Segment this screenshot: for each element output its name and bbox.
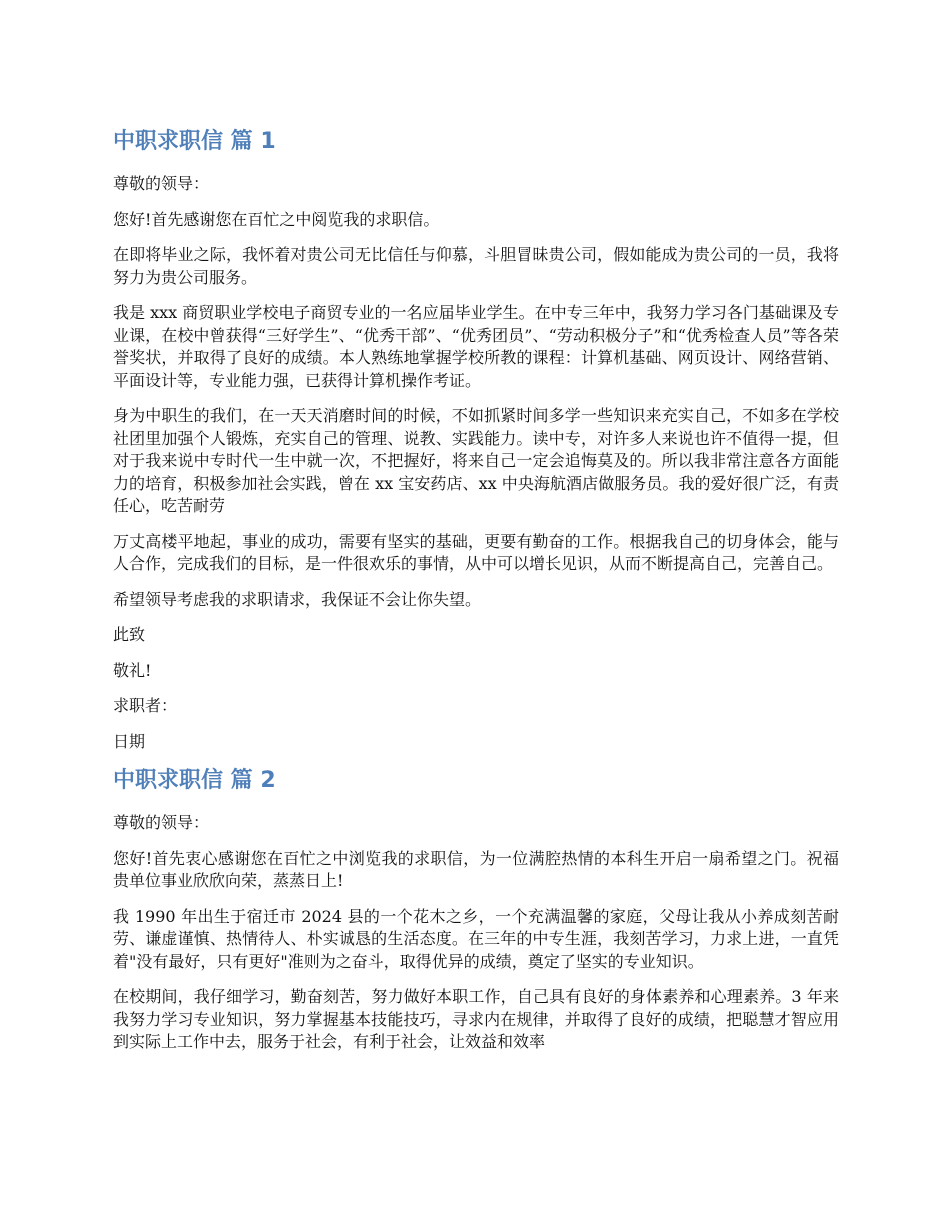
section-2-title: 中职求职信 篇 2 [113,768,276,793]
document-page [113,127,839,1067]
section-1-paragraph: 在即将毕业之际，我怀着对贵公司无比信任与仰慕，斗胆冒昧贵公司，假如能成为贵公司的一员，我将努力为贵公司服务。 [113,245,839,287]
section-2-paragraph: 您好!首先衷心感谢您在百忙之中浏览我的求职信，为一位满腔热情的本科生开启一扇希望之门。祝福贵单位事业欣欣向荣，蒸蒸日上! [113,848,839,890]
section-1-paragraph: 您好!首先感谢您在百忙之中阅览我的求职信。 [113,209,440,229]
section-1-paragraph: 我是 xxx 商贸职业学校电子商贸专业的一名应届毕业学生。在中专三年中，我努力学习各门基础课及专业课，在校中曾获得“三好学生”、“优秀干部”、“优秀团员”、“劳动积极分子”和“优秀检查人员”等各荣誉奖状，并取得了良好的成绩。本人熟练地掌握学校所教的课程：计算机基础、网页设计、网络营销、平面设计等，专业能力强，已获得计算机操作考证。 [113,303,839,390]
section-2-paragraph: 我 1990 年出生于宿迁市 2024 县的一个花木之乡，一个充满温馨的家庭，父母让我从小养成刻苦耐劳、谦虚谨慎、热情待人、朴实诚恳的生活态度。在三年的中专生涯，我刻苦学习，力求上进，一直凭着"没有最好，只有更好"准则为之奋斗，取得优异的成绩，奠定了坚实的专业知识。 [113,906,839,971]
section-1-title: 中职求职信 篇 1 [113,129,276,154]
section-1-paragraph: 尊敬的领导： [113,174,210,193]
section-1-applicant: 求职者： [113,696,178,715]
section-2-paragraph: 在校期间，我仔细学习，勤奋刻苦，努力做好本职工作，自己具有良好的身体素养和心理素养。3 年来我努力学习专业知识，努力掌握基本技能技巧，寻求内在规律，并取得了良好的成绩，把聪慧才智应用到实际上工作中去，服务于社会，有利于社会，让效益和效率 [113,987,839,1051]
section-1-paragraph: 万丈高楼平地起，事业的成功，需要有坚实的基础，更要有勤奋的工作。根据我自己的切身体会，能与人合作，完成我们的目标，是一件很欢乐的事情，从中可以增长见识，从而不断提高自己，完善自己。 [113,531,839,573]
section-1-salutation: 敬礼! [113,660,152,680]
section-1-date: 日期 [113,731,146,751]
section-1-paragraph: 身为中职生的我们，在一天天消磨时间的时候，不如抓紧时间多学一些知识来充实自己，不如多在学校社团里加强个人锻炼，充实自己的管理、说教、实践能力。读中专，对许多人来说也许不值得一提，但对于我来说中专时代一生中就一次，不把握好，将来自己一定会追悔莫及的。所以我非常注意各方面能力的培育，积极参加社会实践，曾在 xx 宝安药店、xx 中央海航酒店做服务员。我的爱好很广泛，有责任心，吃苦耐劳 [113,406,839,515]
section-2-paragraph: 尊敬的领导： [113,813,210,832]
section-1-closing: 此致 [113,625,146,644]
section-1-paragraph: 希望领导考虑我的求职请求，我保证不会让你失望。 [113,589,482,609]
